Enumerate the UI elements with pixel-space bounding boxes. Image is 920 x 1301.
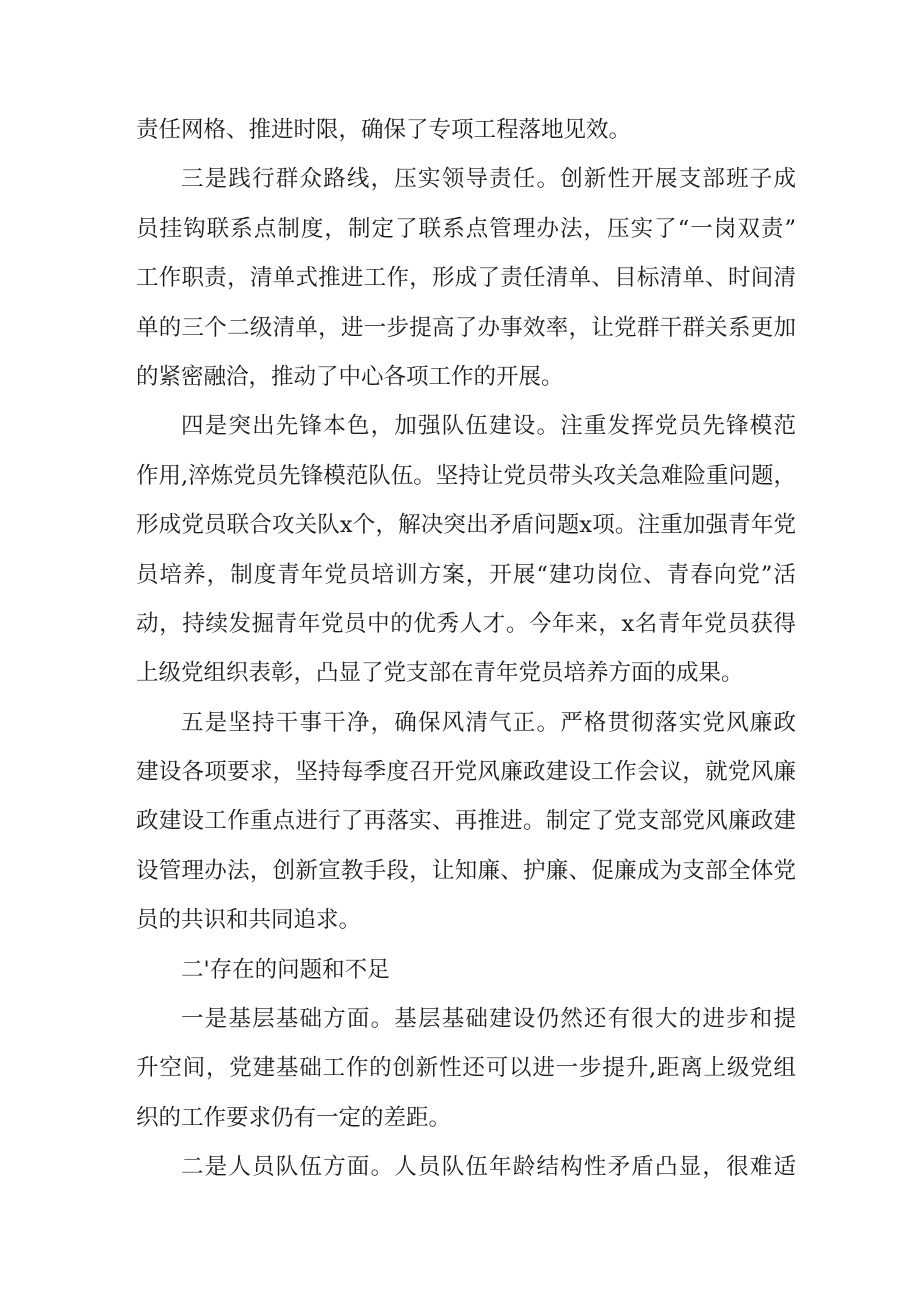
text-line: 作用,淬炼党员先锋模范队伍。坚持让党员带头攻关急难险重问题， <box>136 462 796 489</box>
text-line: 员挂钩联系点制度，制定了联系点管理办法，压实了“一岗双责” <box>136 215 796 242</box>
text-line: 责任网格、推进时限，确保了专项工程落地见效。 <box>136 117 632 143</box>
text-line: 员的共识和共同追求。 <box>136 907 362 934</box>
text-line: 的紧密融洽，推动了中心各项工作的开展。 <box>136 363 564 390</box>
text-line: 工作职责，清单式推进工作，形成了责任清单、目标清单、时间清 <box>136 265 796 292</box>
text-line: 织的工作要求仍有一定的差距。 <box>136 1104 452 1131</box>
text-line: 五是坚持干事干净，确保风清气正。严格贯彻落实党风廉政 <box>181 709 796 736</box>
text-line: 单的三个二级清单，进一步提高了办事效率，让党群干群关系更加 <box>136 314 796 341</box>
text-line: 升空间，党建基础工作的创新性还可以进一步提升,距离上级党组 <box>136 1055 796 1082</box>
text-line: 三是践行群众路线，压实领导责任。创新性开展支部班子成 <box>181 166 796 193</box>
text-line: 二'存在的问题和不足 <box>181 956 390 983</box>
text-line: 一是基层基础方面。基层基础建设仍然还有很大的进步和提 <box>181 1006 796 1033</box>
text-line: 四是突出先锋本色，加强队伍建设。注重发挥党员先锋模范 <box>181 413 796 440</box>
text-line: 政建设工作重点进行了再落实、再推进。制定了党支部党风廉政建 <box>136 808 796 835</box>
text-line: 上级党组织表彰，凸显了党支部在青年党员培养方面的成果。 <box>136 660 744 687</box>
text-line: 员培养，制度青年党员培训方案，开展“建功岗位、青春向党”活 <box>136 561 796 588</box>
text-line: 二是人员队伍方面。人员队伍年龄结构性矛盾凸显，很难适 <box>181 1154 796 1181</box>
body-text <box>136 106 796 1193</box>
text-line: 形成党员联合攻关队x个，解决突出矛盾问题x项。注重加强青年党 <box>136 512 796 539</box>
text-line: 动，持续发掘青年党员中的优秀人才。今年来，x名青年党员获得 <box>136 610 796 637</box>
text-line: 建设各项要求，坚持每季度召开党风廉政建设工作会议，就党风廉 <box>136 759 796 786</box>
text-line: 设管理办法，创新宣教手段，让知廉、护廉、促廉成为支部全体党 <box>136 857 796 884</box>
